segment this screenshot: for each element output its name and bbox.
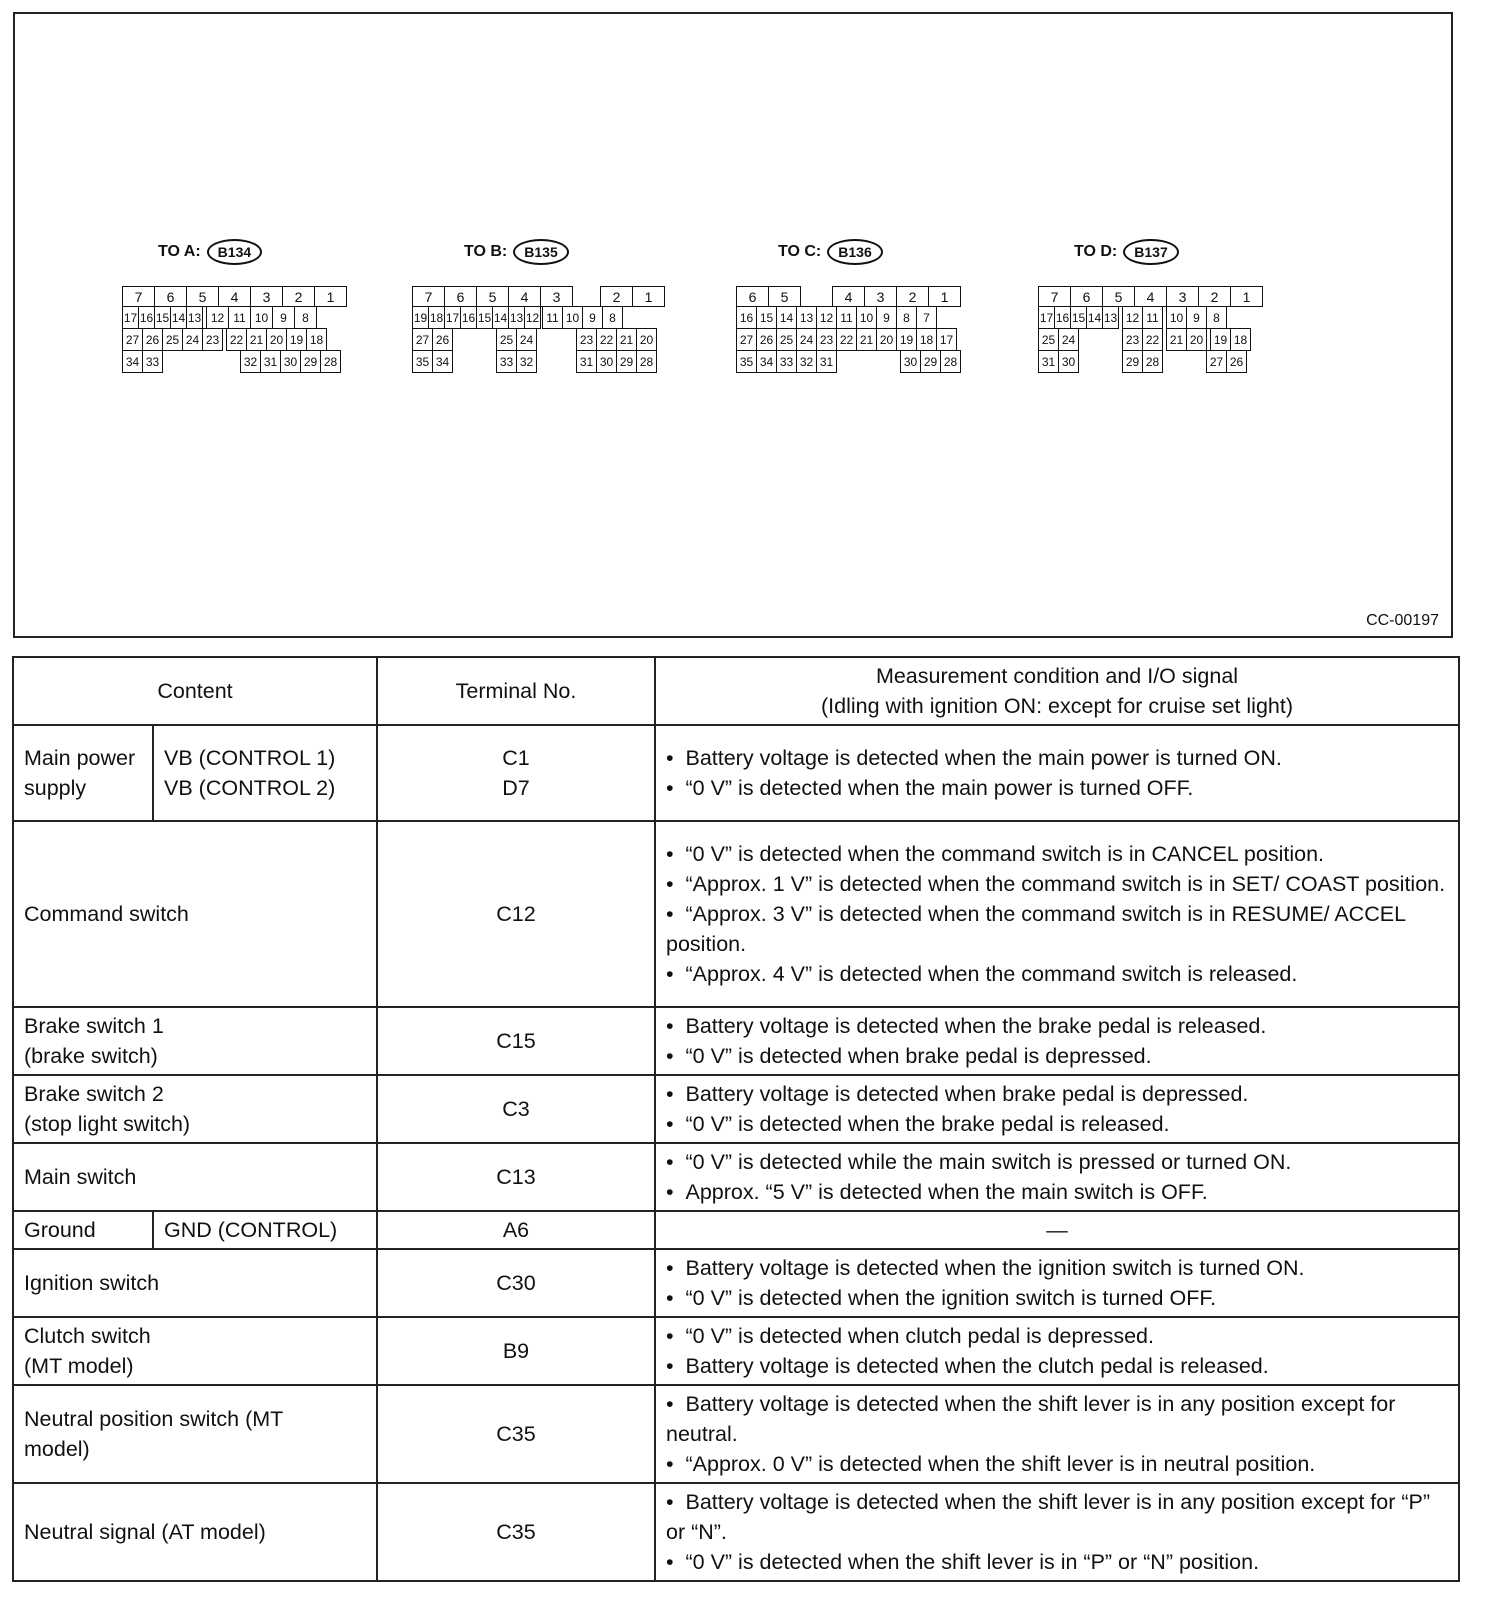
connector-pin: 34 [432,350,453,373]
connector-pin: 25 [1038,328,1059,351]
table-row [13,1317,1459,1385]
table-row [13,821,1459,1007]
connector-pin: 21 [246,328,267,351]
connector-pin: 23 [202,328,223,351]
connector-label [1074,236,1179,268]
connector-pin: 29 [300,350,321,373]
connector-pin: 31 [1038,350,1059,373]
connector-pin: 21 [1166,328,1187,351]
connector-pin: 1 [928,286,961,307]
connector-id-badge: B137 [1123,239,1178,265]
connector-pin: 29 [1122,350,1143,373]
row-terminal-line: C35 [496,1422,536,1446]
row-content-line: (MT model) [24,1354,134,1378]
row-terminal [377,1143,655,1211]
connector-pin: 27 [1206,350,1227,373]
connector-pin: 12 [206,306,229,329]
connector-pin: 16 [736,306,757,329]
connector-pin: 1 [314,286,347,307]
connector-pin: 13 [796,306,817,329]
row-conditions [655,1317,1459,1385]
connector-pin: 6 [154,286,187,307]
connector-pin: 22 [226,328,247,351]
connector-pin: 8 [602,306,623,329]
connector-pin: 24 [796,328,817,351]
row-terminal [377,1317,655,1385]
table-row [13,1075,1459,1143]
connector-pin: 7 [1038,286,1071,307]
row-conditions [655,1483,1459,1581]
connector-prefix: TO B: [464,243,508,260]
condition-item: • “0 V” is detected when the main power is turned OFF. [666,773,1448,803]
connector-pin: 35 [736,350,757,373]
condition-item: • Battery voltage is detected when the main power is turned ON. [666,743,1448,773]
connector-pin: 20 [1186,328,1207,351]
connector-pin: 33 [776,350,797,373]
connector-pin: 33 [142,350,163,373]
connector-pin: 6 [736,286,769,307]
connector-pin: 17 [1038,306,1055,329]
condition-item: • “0 V” is detected while the main switch is pressed or turned ON. [666,1147,1448,1177]
row-content: Neutral position switch (MT model) [13,1385,377,1483]
connector-pin: 3 [540,286,573,307]
row-conditions [655,725,1459,821]
connector-pin: 6 [1070,286,1103,307]
row-conditions: — [655,1211,1459,1249]
connector-pin: 1 [632,286,665,307]
row-terminal-line: D7 [502,776,530,800]
connector-pin: 17 [444,306,461,329]
row-conditions [655,1249,1459,1317]
connector-pin: 29 [616,350,637,373]
connector-pin: 27 [736,328,757,351]
connector-pin: 7 [122,286,155,307]
connector-pin: 12 [1122,306,1143,329]
connector-pin: 5 [1102,286,1135,307]
connector-pin: 4 [832,286,865,307]
connector-pin: 24 [516,328,537,351]
connector-pin: 8 [1206,306,1227,329]
connector-pin: 10 [562,306,583,329]
connector-pin: 16 [460,306,477,329]
row-content [13,1075,377,1143]
connector-pin: 25 [162,328,183,351]
connector-pin: 23 [816,328,837,351]
connector-pin: 11 [836,306,857,329]
connector-pin: 2 [282,286,315,307]
row-terminal [377,1483,655,1581]
connector-pin: 30 [1058,350,1079,373]
row-terminal-line: C12 [496,902,536,926]
connector-pin: 16 [1054,306,1071,329]
header-condition-line1: Measurement condition and I/O signal [875,664,1239,688]
connector-pin: 6 [444,286,477,307]
row-content-line: (brake switch) [24,1044,158,1068]
connector-pin: 10 [856,306,877,329]
row-terminal [377,1075,655,1143]
condition-item: • “0 V” is detected when the command switch is in CANCEL position. [666,839,1448,869]
condition-item: • “Approx. 1 V” is detected when the command switch is in SET/ COAST position. [666,869,1448,899]
connector-pin: 31 [816,350,837,373]
connector-pin: 12 [816,306,837,329]
row-terminal-line: B9 [502,1339,530,1363]
connector-pin: 32 [796,350,817,373]
connector-id-badge: B134 [207,239,262,265]
connector-pin: 19 [896,328,917,351]
connector-pin: 7 [412,286,445,307]
row-terminal [377,1249,655,1317]
connector-pin: 18 [306,328,327,351]
row-content: Ground [13,1211,153,1249]
row-sub-line: VB (CONTROL 2) [164,776,336,800]
connector-pin: 11 [1142,306,1163,329]
table-row [13,1249,1459,1317]
row-sub-content [153,725,377,821]
row-sub-line: GND (CONTROL) [164,1218,338,1242]
connector-pin: 17 [936,328,957,351]
connector-pin: 15 [1070,306,1087,329]
connector-pin: 2 [896,286,929,307]
connector-pin: 13 [1102,306,1119,329]
connector-pin: 15 [154,306,171,329]
row-terminal-line: C1 [502,746,530,770]
row-terminal-line: C35 [496,1520,536,1544]
row-terminal-line: C15 [496,1029,536,1053]
table-row [13,1007,1459,1075]
connector-pin: 24 [182,328,203,351]
connector-pin: 25 [776,328,797,351]
header-condition [655,657,1459,725]
connector-label [778,236,883,268]
condition-item: • Battery voltage is detected when the ignition switch is turned ON. [666,1253,1448,1283]
condition-item: • “0 V” is detected when brake pedal is depressed. [666,1041,1448,1071]
connector-pin: 20 [636,328,657,351]
connector-pin: 22 [1142,328,1163,351]
figure-code: CC-00197 [1366,612,1439,629]
connector-pin: 21 [856,328,877,351]
header-condition-line2: (Idling with ignition ON: except for cruise set light) [820,694,1293,718]
connector-pin: 9 [272,306,295,329]
connector-pin: 15 [476,306,493,329]
connector-id-badge: B135 [513,239,568,265]
connector-pin: 31 [576,350,597,373]
row-terminal-line: A6 [502,1218,530,1242]
row-terminal [377,1385,655,1483]
connector-pin: 13 [186,306,203,329]
connector-pin: 30 [596,350,617,373]
connector-pin: 10 [250,306,273,329]
connector-prefix: TO C: [778,243,822,260]
condition-item: • Battery voltage is detected when the shift lever is in any position except for “P” or “N”. [666,1487,1448,1547]
connector-pin: 35 [412,350,433,373]
condition-item: • “0 V” is detected when the ignition switch is turned OFF. [666,1283,1448,1313]
connector-pin: 23 [576,328,597,351]
condition-item: • “0 V” is detected when the shift lever is in “P” or “N” position. [666,1547,1448,1577]
connector-pin: 20 [876,328,897,351]
connector-pin: 4 [508,286,541,307]
connector-pin: 22 [596,328,617,351]
connector-pin: 14 [492,306,509,329]
connector-pin: 11 [542,306,563,329]
connector-pin: 26 [142,328,163,351]
connector-pin: 11 [228,306,251,329]
condition-item: • “0 V” is detected when clutch pedal is depressed. [666,1321,1448,1351]
connector-pin: 3 [1166,286,1199,307]
connector-prefix: TO D: [1074,243,1118,260]
connector-pin: 28 [636,350,657,373]
connector-pin: 20 [266,328,287,351]
header-content: Content [13,657,377,725]
connector-pin: 8 [294,306,317,329]
table-row [13,1211,1459,1249]
connector-pin: 5 [476,286,509,307]
connector-pin: 8 [896,306,917,329]
connector-pin: 24 [1058,328,1079,351]
connector-pin: 34 [756,350,777,373]
connector-pin: 23 [1122,328,1143,351]
condition-item: • “Approx. 4 V” is detected when the command switch is released. [666,959,1448,989]
connector-pin: 33 [496,350,517,373]
condition-item: • “Approx. 3 V” is detected when the command switch is in RESUME/ ACCEL position. [666,899,1448,959]
connector-pin: 28 [940,350,961,373]
connector-pin: 3 [864,286,897,307]
connector-pin: 3 [250,286,283,307]
connector-pin: 32 [240,350,261,373]
condition-item: • “Approx. 0 V” is detected when the shift lever is in neutral position. [666,1449,1448,1479]
connector-pin: 28 [320,350,341,373]
row-terminal-line: C3 [502,1097,530,1121]
table-row [13,1483,1459,1581]
row-terminal [377,725,655,821]
connector-pin: 19 [412,306,429,329]
connector-pin: 4 [218,286,251,307]
condition-item: • Battery voltage is detected when brake pedal is depressed. [666,1079,1448,1109]
row-terminal [377,1211,655,1249]
connector-pin: 27 [412,328,433,351]
connector-pin: 34 [122,350,143,373]
row-terminal-line: C30 [496,1271,536,1295]
connector-pin: 9 [1186,306,1207,329]
row-terminal [377,821,655,1007]
row-content [13,1317,377,1385]
condition-item: • Battery voltage is detected when the clutch pedal is released. [666,1351,1448,1381]
connector-pin: 32 [516,350,537,373]
connector-pin: 17 [122,306,139,329]
header-terminal: Terminal No. [377,657,655,725]
row-conditions [655,821,1459,1007]
connector-pin: 21 [616,328,637,351]
row-content [13,1007,377,1075]
connector-pin: 10 [1166,306,1187,329]
connector-pin: 29 [920,350,941,373]
row-content: Neutral signal (AT model) [13,1483,377,1581]
row-content-line: Brake switch 2 [24,1082,164,1106]
condition-item: • Battery voltage is detected when the brake pedal is released. [666,1011,1448,1041]
row-sub-content [153,1211,377,1249]
row-conditions [655,1143,1459,1211]
connector-pin: 15 [756,306,777,329]
connector-pin: 14 [776,306,797,329]
row-content-line: (stop light switch) [24,1112,191,1136]
connector-pin: 4 [1134,286,1167,307]
connector-pin: 19 [1210,328,1231,351]
table-row [13,725,1459,821]
row-content: Main switch [13,1143,377,1211]
connector-pin: 18 [428,306,445,329]
row-content-line: Clutch switch [24,1324,151,1348]
row-content: Command switch [13,821,377,1007]
connector-pin: 27 [122,328,143,351]
condition-item: • “0 V” is detected when the brake pedal is released. [666,1109,1448,1139]
connector-prefix: TO A: [158,243,201,260]
terminal-spec-table [12,656,1460,1582]
connector-pin: 26 [1226,350,1247,373]
condition-item: • Approx. “5 V” is detected when the main switch is OFF. [666,1177,1448,1207]
connector-pin: 25 [496,328,517,351]
connector-figure [13,12,1453,638]
connector-pin: 12 [524,306,541,329]
connector-pin: 30 [900,350,921,373]
connector-pin: 13 [508,306,525,329]
connector-pin: 1 [1230,286,1263,307]
connector-pin: 18 [1230,328,1251,351]
row-terminal-line: C13 [496,1165,536,1189]
connector-label [464,236,569,268]
row-content: Main power supply [13,725,153,821]
connector-pin: 22 [836,328,857,351]
connector-pin: 28 [1142,350,1163,373]
row-content-line: Brake switch 1 [24,1014,164,1038]
connector-pin: 30 [280,350,301,373]
connector-id-badge: B136 [827,239,882,265]
connector-pin: 5 [768,286,801,307]
connector-pin: 18 [916,328,937,351]
connector-pin: 19 [286,328,307,351]
connector-pin: 26 [756,328,777,351]
row-conditions [655,1385,1459,1483]
table-row [13,1143,1459,1211]
connector-pin: 2 [600,286,633,307]
connector-pin: 26 [432,328,453,351]
connector-pin: 5 [186,286,219,307]
connector-label [158,236,262,268]
row-content: Ignition switch [13,1249,377,1317]
connector-pin: 9 [582,306,603,329]
table-header-row [13,657,1459,725]
row-sub-line: VB (CONTROL 1) [164,746,336,770]
connector-pin: 16 [138,306,155,329]
connector-pin: 14 [170,306,187,329]
row-conditions [655,1007,1459,1075]
row-terminal [377,1007,655,1075]
condition-item: • Battery voltage is detected when the shift lever is in any position except for neutral. [666,1389,1448,1449]
connector-pin: 31 [260,350,281,373]
connector-pin: 2 [1198,286,1231,307]
row-conditions [655,1075,1459,1143]
connector-pin: 14 [1086,306,1103,329]
connector-pin: 7 [916,306,937,329]
connector-pin: 9 [876,306,897,329]
table-row [13,1385,1459,1483]
